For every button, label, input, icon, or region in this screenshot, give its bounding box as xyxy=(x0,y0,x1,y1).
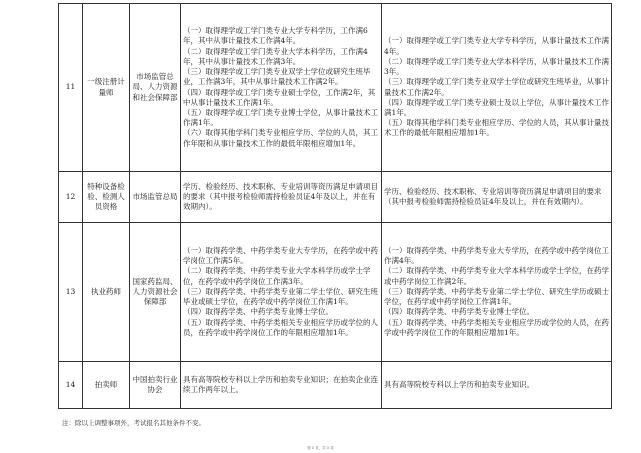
condition-item: （四）取得理学或工学门类专业硕士及以上学位，从事计量技术工作满1年。 xyxy=(384,97,609,117)
footnote: 注：除以上调整事项外，考试报名其他条件不变。 xyxy=(62,419,205,427)
table-row xyxy=(59,172,612,223)
row-number: 13 xyxy=(59,223,83,362)
department: 市场监管总局、人力资源和社会保障部 xyxy=(130,4,181,172)
condition-item: （四）取得药学类、中药学类专业博士学位。 xyxy=(384,307,534,317)
department: 国家药监局、人力资源社会保障部 xyxy=(130,223,181,362)
condition-item: （二）取得理学或工学门类专业大学本科学历，从事计量技术工作满3年。 xyxy=(384,56,609,77)
department: 中国拍卖行业协会 xyxy=(130,362,181,409)
condition-item: （二）取得理学或工学门类专业大学本科学历，工作满4年，其中从事计量技术工作满3年。 xyxy=(183,46,368,66)
condition-item: （五）取得药学类、中药学类相关专业相应学历或学位的人员，在药学或中药学岗位工作的年限相应增加1年。 xyxy=(183,317,378,337)
condition-item: 学历、检验经历、技术职称、专业培训等资历满足申请项目的要求（其中报考检验师需持检验员证4年及以上，并在有效期内）。 xyxy=(183,181,378,212)
condition-item: （一）取得药学类、中药学类专业大专学历，在药学或中药学岗位工作满4年。 xyxy=(384,246,609,266)
requirements-table xyxy=(58,3,612,409)
condition-item: （二）取得药学类、中药学类专业大学本科学历或学士学位，在药学或中药学岗位工作满3年。 xyxy=(183,266,371,286)
condition-item: （三）取得药学类、中药学类专业第二学士学位、研究生学历或硕士学位，在药学或中药学岗位工作满1年。 xyxy=(384,286,609,307)
exam-name: 一级注册计量师 xyxy=(83,4,130,172)
adjusted-conditions xyxy=(382,362,612,409)
condition-item: （三）取得理学或工学门类专业双学士学位或研究生班毕业，从事计量技术工作满2年。 xyxy=(384,77,609,97)
condition-item: 具有高等院校专科以上学历和拍卖专业知识。 xyxy=(384,379,534,389)
exam-name: 特种设备检验、检测人员资格 xyxy=(83,172,130,223)
adjusted-conditions xyxy=(382,4,612,172)
condition-item: 具有高等院校专科以上学历和拍卖专业知识；在拍卖企业连续工作两年以上。 xyxy=(183,374,378,394)
condition-item: （三）取得理学或工学门类专业双学士学位或研究生班毕业，工作满3年，其中从事计量技术工作满2年。 xyxy=(183,67,371,87)
department: 市场监管总局 xyxy=(130,172,181,223)
original-conditions xyxy=(181,362,382,409)
row-number: 14 xyxy=(59,362,83,409)
condition-item: （一）取得理学或工学门类专业大学专科学历，工作满6年，其中从事计量技术工作满4年。 xyxy=(183,26,368,46)
condition-item: （三）取得药学类、中药学类专业第二学士学位、研究生班毕业或硕士学位，在药学或中药学岗位工作满1年。 xyxy=(183,286,378,307)
table-row xyxy=(59,4,612,172)
exam-name: 拍卖师 xyxy=(83,362,130,409)
condition-item: （六）取得其他学科门类专业相应学历、学位的人员，其工作年限和从事计量技术工作的最低年限相应增加1年。 xyxy=(183,128,378,148)
original-conditions xyxy=(181,4,382,172)
condition-item: （五）取得其他学科门类专业相应学历、学位的人员，其从事计量技术工作的最低年限相应增加1年。 xyxy=(384,118,609,138)
condition-item: （五）取得药学类、中药学类相关专业相应学历或学位的人员，在药学或中药学岗位工作的年限相应增加1年。 xyxy=(384,317,609,337)
condition-item: （五）取得理学或工学门类专业博士学位，从事计量技术工作满1年。 xyxy=(183,107,378,128)
condition-item: （四）取得药学类、中药学类专业博士学位。 xyxy=(183,307,333,317)
row-number: 12 xyxy=(59,172,83,223)
exam-name: 执业药师 xyxy=(83,223,130,362)
row-number: 11 xyxy=(59,4,83,172)
adjusted-conditions xyxy=(382,223,612,362)
table-row xyxy=(59,362,612,409)
original-conditions xyxy=(181,172,382,223)
condition-item: （二）取得药学类、中药学类专业大学本科学历或学士学位，在药学或中药学岗位工作满2年。 xyxy=(384,266,609,286)
page-number: 第 5 页，共 5 页 xyxy=(307,446,334,450)
condition-item: 学历、检验经历、技术职称、专业培训等资历满足申请项目的要求（其中报考检验师需持检验员证4年及以上，并在有效期内）。 xyxy=(384,186,602,206)
condition-item: （一）取得理学或工学门类专业大学专科学历，从事计量技术工作满4年。 xyxy=(384,36,609,56)
table-row xyxy=(59,223,612,362)
adjusted-conditions xyxy=(382,172,612,223)
condition-item: （一）取得药学类、中药学类专业大专学历，在药学或中药学岗位工作满5年。 xyxy=(183,246,378,266)
condition-item: （四）取得理学或工学门类专业硕士学位，工作满2年，其中从事计量技术工作满1年。 xyxy=(183,87,376,107)
table-body xyxy=(59,4,612,409)
original-conditions xyxy=(181,223,382,362)
